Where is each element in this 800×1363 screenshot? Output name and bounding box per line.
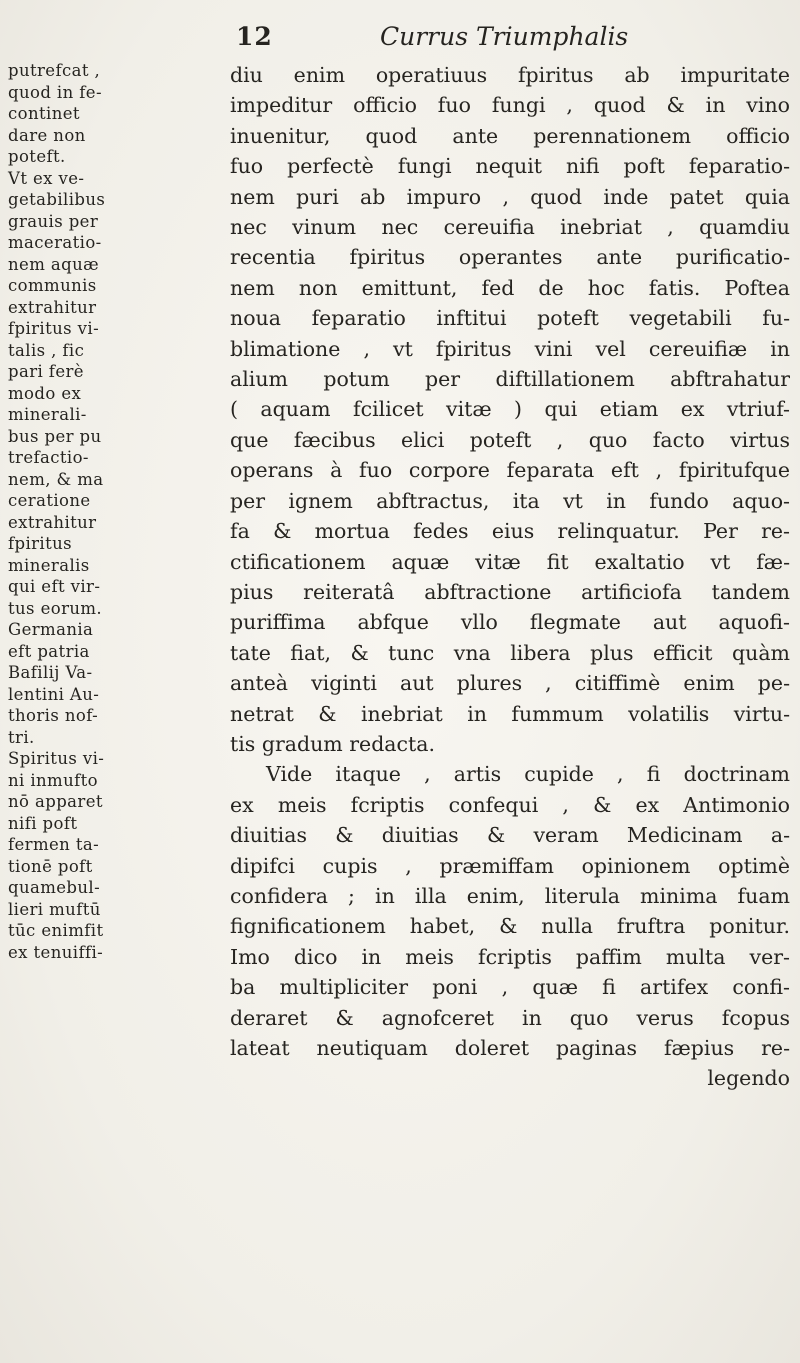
margin-note-line: poteft.	[8, 147, 66, 166]
text-line: nem puri ab impuro , quod inde patet quia	[230, 184, 790, 209]
margin-note-line: nem, & ma	[8, 469, 104, 489]
margin-note-line: getabilibus	[8, 190, 106, 209]
margin-note-line: extrahitur	[8, 297, 97, 317]
margin-note-line: Germania	[8, 620, 94, 639]
text-line: blimatione , vt fpiritus vini vel cereuifiæ in	[230, 336, 790, 361]
text-line: ( aquam fcilicet vitæ ) qui etiam ex vtriuf-	[230, 397, 790, 422]
page-number: 12	[236, 22, 273, 51]
margin-note-line: thoris nof-	[8, 706, 99, 725]
page-header	[230, 20, 790, 60]
margin-note-line: quamebul-	[8, 878, 101, 897]
text-line: ex meis fcriptis confequi , & ex Antimonio	[230, 792, 790, 817]
margin-note-line: grauis per	[8, 211, 99, 231]
text-line: ctificationem aquæ vitæ fit exaltatio vt fæ-	[230, 549, 790, 574]
catchword: legendo	[707, 1066, 790, 1091]
text-line: Vide itaque , artis cupide , fi doctrinam	[266, 762, 790, 787]
text-line: impeditur officio fuo fungi , quod & in vino	[230, 93, 790, 118]
text-line: deraret & agnofceret in quo verus fcopus	[230, 1005, 790, 1030]
margin-note-line: tūc enimfit	[8, 921, 104, 940]
margin-note-line: extrahitur	[8, 512, 97, 532]
margin-note-line: ex tenuiffi-	[8, 942, 104, 962]
margin-note-line: tionē poft	[8, 856, 93, 876]
text-line: recentia fpiritus operantes ante purificatio-	[230, 245, 790, 270]
margin-note-line: trefactio-	[8, 448, 89, 467]
text-line: operans à fuo corpore feparata eft , fpiritufque	[230, 458, 790, 483]
text-line: puriffima abfque vllo flegmate aut aquofi-	[230, 610, 790, 635]
text-line: confidera ; in illa enim, literula minima fuam	[230, 883, 790, 908]
margin-note-line: minerali-	[8, 405, 87, 424]
margin-note-line: nō apparet	[8, 792, 103, 811]
margin-note-line: qui eft vir-	[8, 577, 101, 596]
text-line: per ignem abftractus, ita vt in fundo aquo-	[230, 488, 790, 513]
margin-note	[8, 60, 188, 963]
margin-note-line: Vt ex ve-	[8, 168, 85, 188]
margin-note-line: ni inmufto	[8, 770, 98, 790]
body-text	[230, 60, 790, 1094]
margin-note-line: talis , fic	[8, 340, 85, 360]
text-line: tate fiat, & tunc vna libera plus efficit quàm	[230, 640, 790, 665]
text-line: nem non emittunt, fed de hoc fatis. Poftea	[230, 275, 790, 300]
text-line: noua feparatio inftitui poteft vegetabili fu-	[230, 306, 790, 331]
margin-note-line: Bafilij Va-	[8, 663, 93, 682]
margin-note-line: quod in fe-	[8, 82, 102, 102]
text-line: fa & mortua fedes eius relinquatur. Per re-	[230, 519, 790, 544]
text-line: diu enim operatiuus fpiritus ab impuritate	[230, 63, 790, 87]
margin-note-line: continet	[8, 104, 80, 123]
text-line: lateat neutiquam doleret paginas fæpius re-	[230, 1036, 790, 1060]
running-title: Currus Triumphalis	[380, 22, 629, 51]
margin-note-line: tri.	[8, 727, 35, 747]
margin-note-line: lentini Au-	[8, 684, 100, 704]
text-line: tis gradum redacta.	[230, 731, 435, 756]
margin-note-line: maceratio-	[8, 233, 102, 252]
text-line: diuitias & diuitias & veram Medicinam a-	[230, 823, 790, 848]
text-line: dipifci cupis , præmiffam opinionem optimè	[230, 853, 790, 878]
text-line: nec vinum nec cereuifia inebriat , quamdiu	[230, 215, 790, 240]
margin-note-line: dare non	[8, 125, 86, 145]
text-line: fuo perfectè fungi nequit nifi poft feparatio-	[230, 154, 790, 179]
text-line: alium potum per diftillationem abftrahatur	[230, 367, 790, 392]
margin-note-line: putrefcat ,	[8, 61, 101, 80]
margin-note-line: modo ex	[8, 383, 82, 403]
text-line: Imo dico in meis fcriptis paffim multa ver-	[230, 944, 790, 969]
text-line: anteà viginti aut plures , citiffimè enim pe-	[230, 671, 790, 696]
margin-note-line: tus eorum.	[8, 598, 103, 618]
margin-note-line: fpiritus	[8, 534, 73, 553]
margin-note-line: nifi poft	[8, 813, 78, 833]
text-line: pius reiteratâ abftractione artificiofa tandem	[230, 579, 790, 604]
margin-note-line: lieri muftū	[8, 899, 101, 919]
text-line: netrat & inebriat in fummum volatilis virtu-	[230, 701, 790, 726]
margin-note-line: nem aquæ	[8, 254, 100, 274]
text-line: que fæcibus elici poteft , quo facto virtus	[230, 427, 790, 452]
margin-note-line: communis	[8, 276, 97, 295]
margin-note-line: Spiritus vi-	[8, 749, 105, 768]
margin-note-line: bus per pu	[8, 426, 102, 446]
margin-note-line: pari ferè	[8, 362, 84, 381]
margin-note-line: ceratione	[8, 491, 91, 510]
text-line: ba multipliciter poni , quæ fi artifex confi-	[230, 975, 790, 1000]
margin-note-line: eft patria	[8, 641, 90, 661]
text-line: inuenitur, quod ante perennationem officio	[230, 123, 790, 148]
margin-note-line: fpiritus vi-	[8, 319, 100, 338]
text-line: fignificationem habet, & nulla fruftra ponitur.	[230, 914, 790, 939]
margin-note-line: fermen ta-	[8, 835, 100, 854]
margin-note-line: mineralis	[8, 555, 90, 575]
